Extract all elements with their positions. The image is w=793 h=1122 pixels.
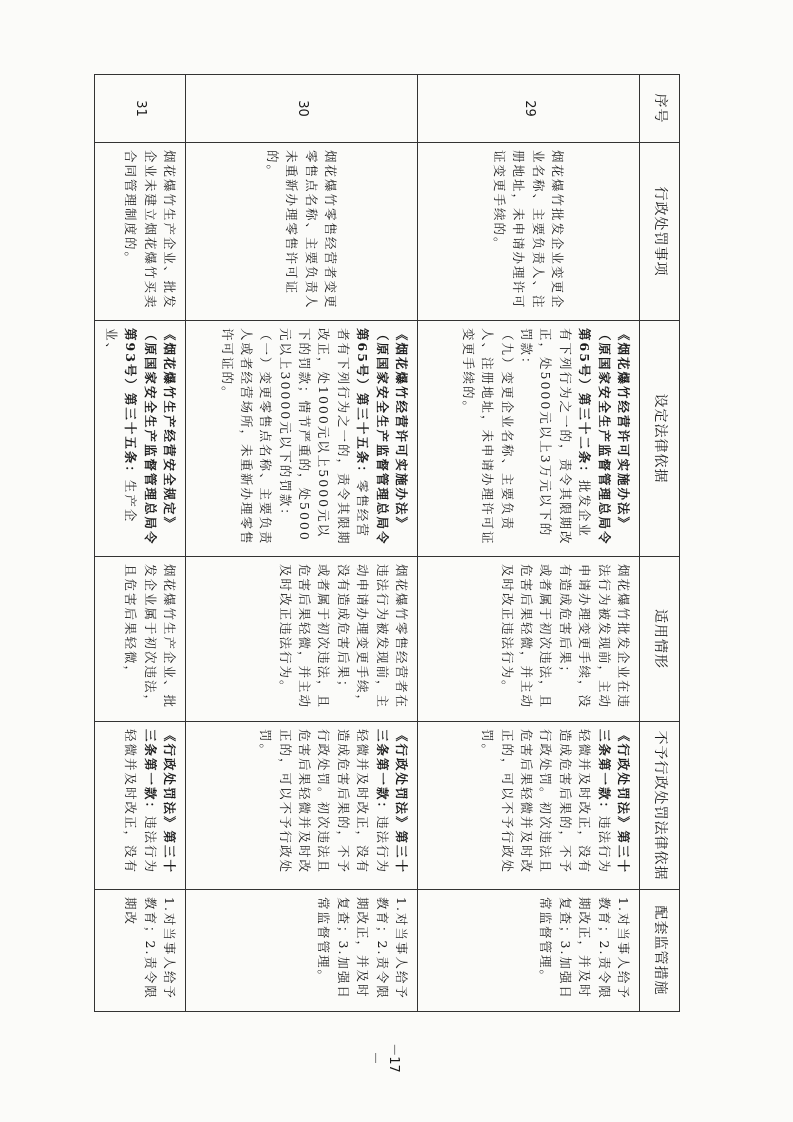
header-situation: 适用情形 — [640, 557, 680, 722]
basis-item: （九）变更企业名称、主要负责人、注册地址，未申请办理许可证变更手续的。 — [461, 328, 515, 546]
row-index: 31 — [95, 75, 186, 143]
legal-text: 违法行为轻微并及时改正，没有造成危害后果的，不予行政处罚。初次违法且危害后果轻微并及时改正的，可以不予行政处罚。 — [480, 729, 612, 875]
row-measures: 1.对当事人给予教育；2.责令限期改正，并及时复查；3.加强日常监督管理。 — [186, 890, 418, 1012]
penalty-table — [95, 74, 681, 1012]
row-matter: 烟花爆竹生产企业、批发企业未建立烟花爆竹买卖合同管理制度的。 — [95, 143, 186, 321]
page-number: －17－ — [367, 1043, 401, 1073]
table-row — [418, 75, 640, 1012]
row-index: 30 — [186, 75, 418, 143]
header-index: 序号 — [640, 75, 680, 143]
header-measures: 配套监管措施 — [640, 890, 680, 1012]
row-situation: 烟花爆竹生产企业、批发企业属于初次违法，且危害后果轻微， — [95, 557, 186, 722]
situation-text: 烟花爆竹批发企业在违法行为被发现前，主动申请办理变更手续，没有造成危害后果； — [557, 564, 631, 710]
row-situation — [418, 557, 640, 722]
row-matter: 烟花爆竹零售经营者变更零售点名称、主要负责人未重新办理零售许可证的。 — [186, 143, 418, 321]
legal-text: 违法行为轻微并及时改正，没有造成危害后果的，不予行政处罚。初次违法且危害后果轻微并及时改正的，可以不予行政处罚。 — [258, 729, 390, 875]
legal-source: 《行政处罚法》第三十三条第一款： — [142, 729, 177, 875]
legal-text: 违法行为轻微并及时改正，没有 — [123, 729, 158, 875]
basis-text: 生产企业、 — [103, 328, 139, 524]
row-situation — [186, 557, 418, 722]
basis-source: 《烟花爆竹生产经营安全规定》（原国家安全生产监督管理总局令第93号）第三十五条： — [123, 328, 177, 546]
row-legal — [95, 722, 186, 890]
table-row — [186, 75, 418, 1012]
legal-source: 《行政处罚法》第三十三条第一款： — [374, 729, 409, 875]
rotated-table-container — [103, 74, 680, 1011]
table-row — [95, 75, 186, 1012]
row-basis — [95, 321, 186, 557]
basis-item: （一）变更零售点名称、主要负责人或者经营场所，未重新办理零售许可证的。 — [219, 328, 274, 546]
row-measures: 1.对当事人给予教育；2.责令限期改正，并及时复查；3.加强日常监督管理。 — [418, 890, 640, 1012]
header-basis: 设定法律依据 — [640, 321, 680, 557]
header-row — [640, 75, 680, 1012]
row-index: 29 — [418, 75, 640, 143]
row-measures: 1.对当事人给予教育；2.责令限期改 — [95, 890, 186, 1012]
header-legal: 不予行政处罚法律依据 — [640, 722, 680, 890]
basis-source: 《烟花爆竹经营许可实施办法》（原国家安全生产监督管理总局令第65号）第三十二条： — [577, 328, 631, 546]
row-basis — [186, 321, 418, 557]
situation-text-2: 或者属于初次违法，且危害后果轻微，并主动及时改正违法行为。 — [499, 564, 554, 710]
basis-source: 《烟花爆竹经营许可实施办法》（原国家安全生产监督管理总局令第65号）第三十五条： — [355, 328, 409, 546]
row-basis — [418, 321, 640, 557]
basis-text: 批发企业有下列行为之一的，责令其限期改正，处5000元以上3万元以下的罚款： — [519, 328, 593, 546]
basis-text: 零售经营者有下列行为之一的，责令其限期改正，处1000元以上5000元以下的罚款；情节严重的，处5000元以上30000元以下的罚款： — [277, 328, 371, 546]
situation-text-2: 或者属于初次违法，且危害后果轻微，并主动及时改正违法行为。 — [277, 564, 332, 710]
situation-text: 烟花爆竹零售经营者在违法行为被发现前，主动申请办理变更手续，没有造成危害后果； — [335, 564, 409, 710]
header-matter: 行政处罚事项 — [640, 143, 680, 321]
row-legal — [186, 722, 418, 890]
row-legal — [418, 722, 640, 890]
row-matter: 烟花爆竹批发企业变更企业名称、主要负责人、注册地址，未申请办理许可证变更手续的。 — [418, 143, 640, 321]
legal-source: 《行政处罚法》第三十三条第一款： — [596, 729, 631, 875]
